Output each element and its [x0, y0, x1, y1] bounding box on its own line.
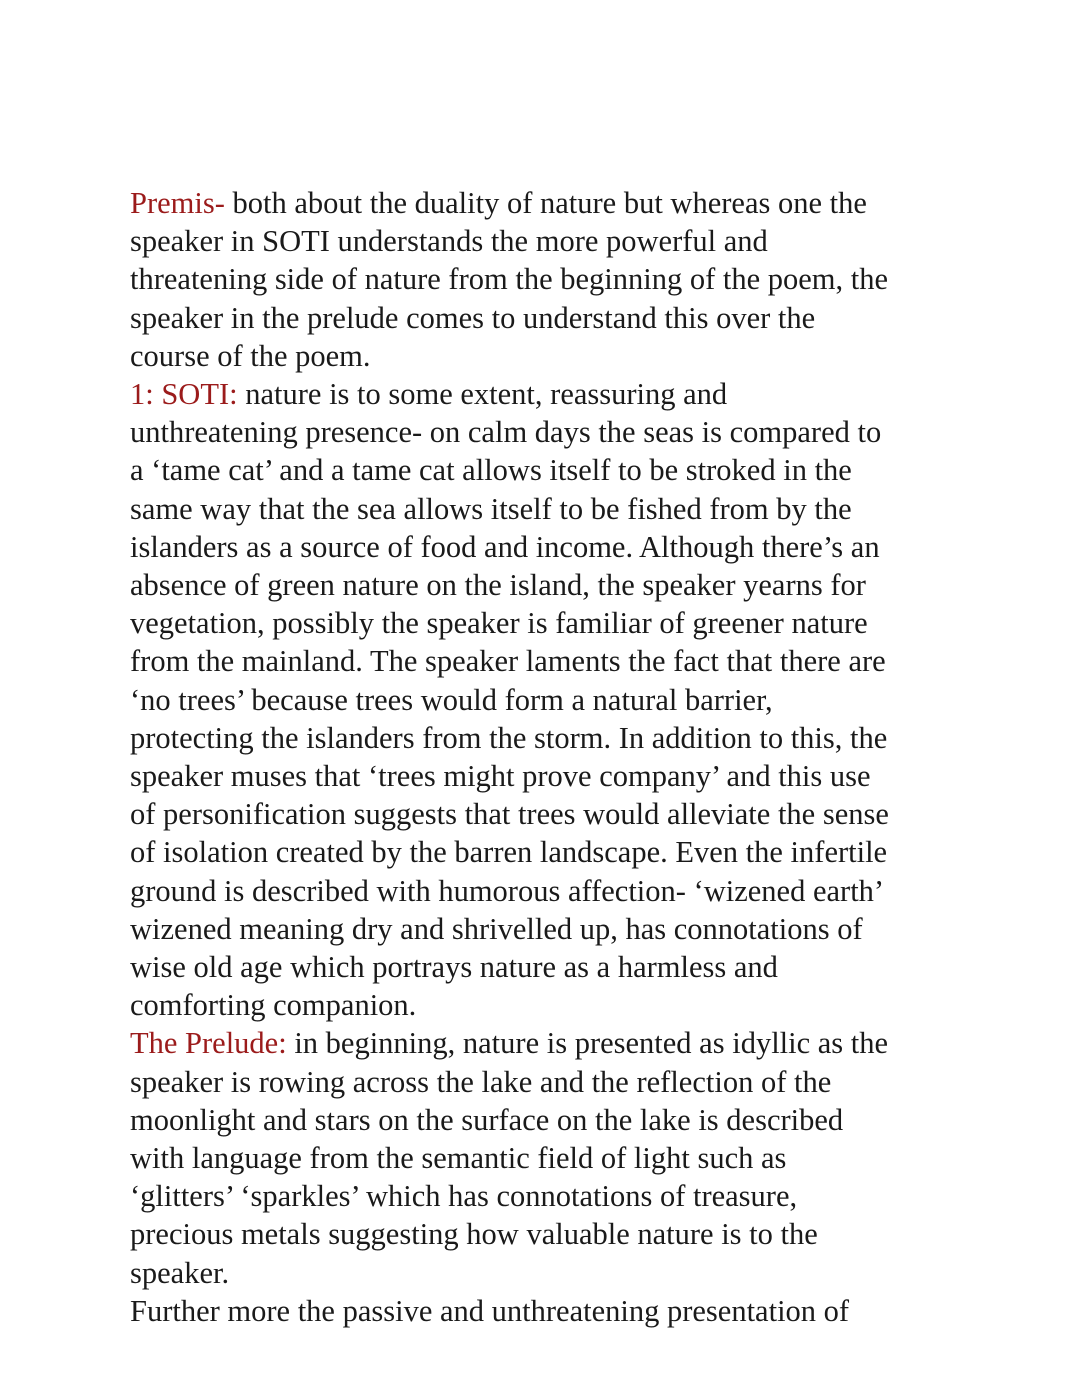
line-text: both about the duality of nature but whereas one the [224, 186, 867, 220]
text-line: Further more the passive and unthreatening presentation of [130, 1293, 850, 1328]
text-line: a ‘tame cat’ and a tame cat allows itself to be stroked in the [130, 453, 852, 488]
text-line: from the mainland. The speaker laments the fact that there are [130, 644, 886, 679]
text-line: precious metals suggesting how valuable nature is to the [130, 1217, 818, 1252]
text-line: ‘glitters’ ‘sparkles’ which has connotations of treasure, [130, 1179, 798, 1214]
text-line [130, 1024, 960, 1062]
text-line: same way that the sea allows itself to be fished from by the [130, 491, 852, 526]
line-text: in beginning, nature is presented as idyllic as the [286, 1026, 889, 1061]
text-line: wise old age which portrays nature as a harmless and [130, 950, 778, 985]
text-line: speaker. [130, 1255, 230, 1290]
line-text: nature is to some extent, reassuring and [237, 377, 728, 412]
paragraph-premise [130, 184, 960, 375]
text-line: vegetation, possibly the speaker is familiar of greener nature [130, 606, 868, 641]
text-line: speaker is rowing across the lake and the reflection of the [130, 1064, 832, 1099]
text-line [130, 184, 960, 222]
text-line: of isolation created by the barren landscape. Even the infertile [130, 835, 888, 870]
text-line: unthreatening presence- on calm days the seas is compared to [130, 415, 882, 450]
section-label-soti: 1: SOTI: [130, 377, 238, 412]
text-line: with language from the semantic field of light such as [130, 1141, 787, 1176]
text-line: speaker muses that ‘trees might prove company’ and this use [130, 759, 871, 794]
text-line: of personification suggests that trees would alleviate the sense [130, 797, 889, 832]
text-line: speaker in the prelude comes to understand this over the [130, 300, 816, 335]
text-line: speaker in SOTI understands the more powerful and [130, 224, 768, 259]
text-line: comforting companion. [130, 988, 417, 1023]
document-page [130, 184, 960, 1330]
text-line: ‘no trees’ because trees would form a natural barrier, [130, 682, 773, 717]
paragraph-further [130, 1292, 960, 1330]
text-line: moonlight and stars on the surface on the lake is described [130, 1102, 844, 1137]
text-line: course of the poem. [130, 338, 371, 373]
text-line: ground is described with humorous affection- ‘wizened earth’ [130, 873, 885, 908]
text-line [130, 375, 960, 413]
paragraph-soti [130, 375, 960, 1024]
section-label-prelude: The Prelude: [130, 1026, 287, 1061]
text-line: threatening side of nature from the beginning of the poem, the [130, 262, 889, 297]
section-label-premise: Premis- [130, 186, 225, 220]
paragraph-prelude [130, 1024, 960, 1291]
text-line: islanders as a source of food and income. Although there’s an [130, 529, 880, 564]
text-line: protecting the islanders from the storm. In addition to this, the [130, 720, 888, 755]
text-line: absence of green nature on the island, the speaker yearns for [130, 568, 866, 603]
text-line: wizened meaning dry and shrivelled up, has connotations of [130, 911, 863, 946]
